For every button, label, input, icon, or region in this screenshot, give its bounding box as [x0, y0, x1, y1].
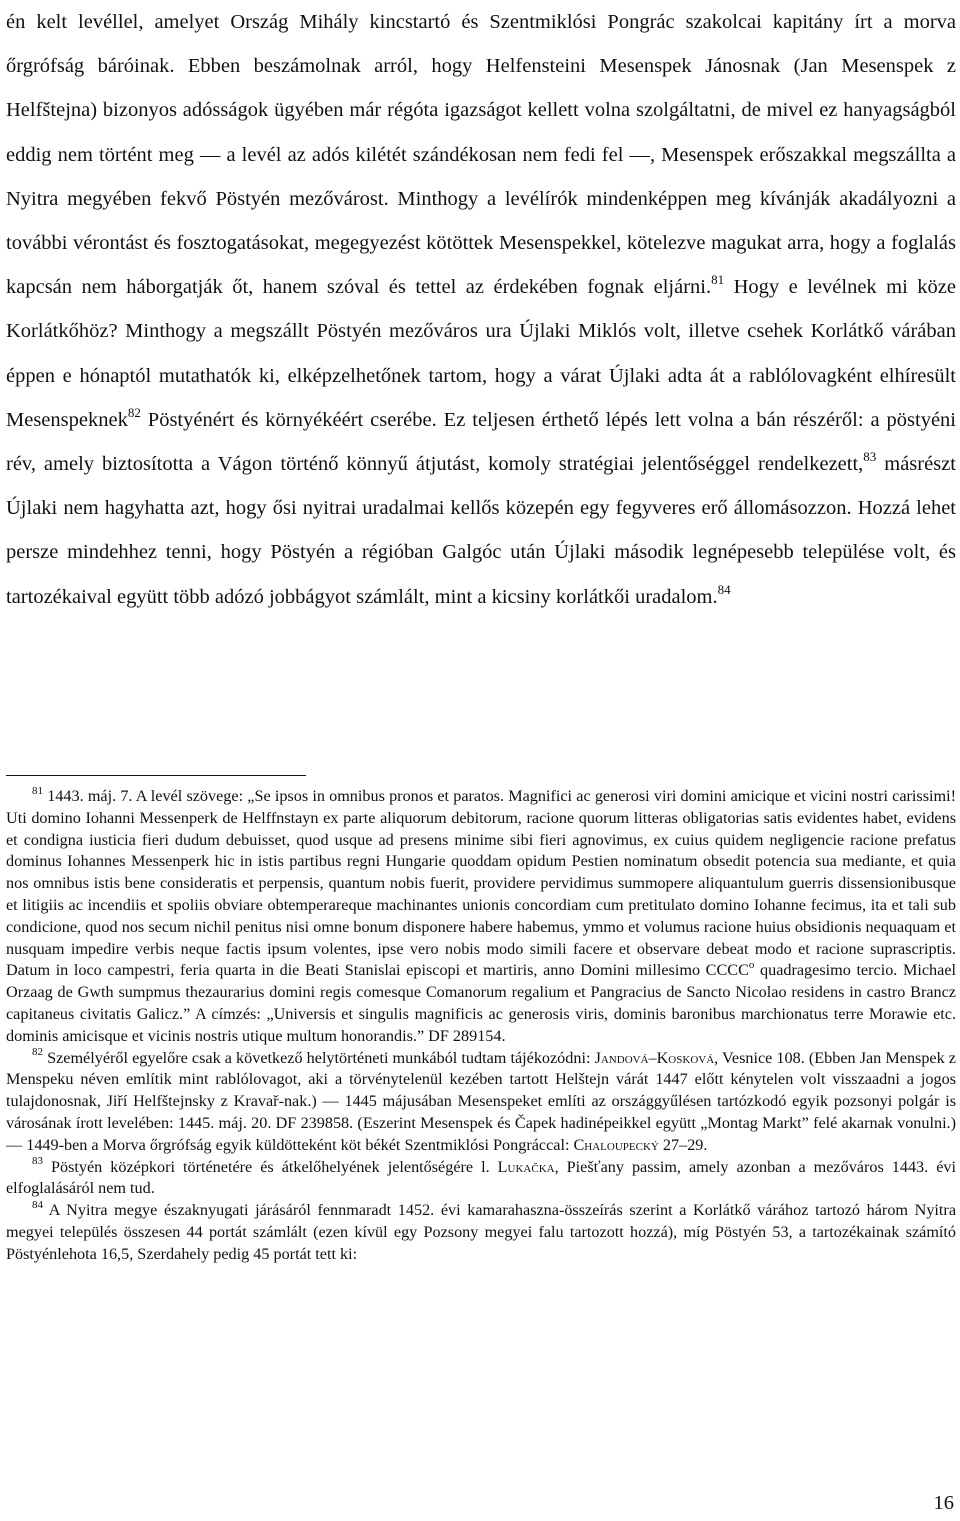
- footnote-author: Lukačka: [497, 1157, 555, 1176]
- footnote-number: 81: [32, 784, 43, 797]
- footnote-number: 82: [32, 1046, 43, 1059]
- page-number: 16: [933, 1492, 954, 1514]
- footnote-text: A Nyitra megye északnyugati járásáról fennmaradt 1452. évi kamarahaszna-összeírás szerint a Korlátkő várához tartozó három Nyitra megyei település összesen 44 portát számlált (ezen kívül egy Pozsony megyei falu tartozott hozzá), míg Pöstyén 53, a tartozékainak számító Pöstyénlehota 16,5, Szerdahely pedig 45 portát tett ki:: [6, 1201, 956, 1263]
- body-paragraph: [6, 0, 956, 619]
- footnote-84: [6, 1200, 956, 1265]
- footnote-text: Személyéről egyelőre csak a következő helytörténeti munkából tudtam tájékozódni:: [43, 1048, 595, 1067]
- footnote-author: Jandová–Kosková: [594, 1048, 715, 1067]
- footnote-superscript: o: [748, 958, 755, 971]
- footnote-text: quadragesimo tercio. Michael Orzaag de Gwth sumpmus thezaurarius domini regis comesque Comanorum regalium et Pangracius de Sancto Nicolao residens in castro Brancz capitaneus civitatis Galicz.” A címzés: „Universis et singulis magnificis ac generosis viris, dominis baronibus marchionatus terre Morawie etc. dominis amicisque et vicinis nostris utique multum honorandis.” DF 289154.: [6, 961, 957, 1045]
- footnote-text: 27–29.: [658, 1135, 708, 1154]
- footnote-ref-81[interactable]: 81: [711, 272, 725, 288]
- footnote-number: 83: [32, 1155, 43, 1168]
- footnote-ref-83[interactable]: 83: [863, 449, 877, 465]
- footnote-ref-84[interactable]: 84: [717, 581, 731, 597]
- body-text-part: én kelt levéllel, amelyet Ország Mihály kincstartó és Szentmiklósi Pongrác szakolcai kapitány írt a morva őrgrófság báróinak. Ebben beszámolnak arról, hogy Helfensteini Mesenspek Jánosnak (Jan Mesenspek z Helfštejna) bizonyos adósságok ügyében már régóta igazságot kellett volna szolgáltatni, de mivel ez hanyagságból eddig nem történt meg — a levél az adós kilétét szándékosan nem fedi fel —, Mesenspek erőszakkal megszállta a Nyitra megyében fekvő Pöstyén mezővárost. Minthogy a levélírók mindenképpen meg kívánják akadályozni a további vérontást és fosztogatásokat, megegyezést kötöttek Mesenspekkel, kötelezve magukat arra, hogy a foglalás kapcsán nem háborgatják őt, hanem szóval és tettel az érdekében fognak eljárni.: [6, 11, 956, 299]
- footnote-separator: [6, 775, 306, 776]
- footnote-83: [6, 1157, 956, 1201]
- body-text-part: másrészt Újlaki nem hagyhatta azt, hogy ősi nyitrai uradalmai kellős közepén egy fegyveres erő állomásozzon. Hozzá lehet persze mindehhez tenni, hogy Pöstyén a régióban Galgóc után Újlaki második legnépesebb települése volt, és tartozékaival együtt több adózó jobbágyot számlált, mint a kicsiny korlátkői uradalom.: [6, 453, 956, 608]
- footnote-text: Pöstyén középkori történetére és átkelőhelyének jelentőségére l.: [43, 1157, 498, 1176]
- body-text-part: Hogy e levélnek mi köze Korlátkőhöz? Minthogy a megszállt Pöstyén mezőváros ura Újlaki Miklós volt, illetve csehek Korlátkő várában éppen e hónaptól mutathatók ki, elképzelhetőnek tartom, hogy a várat Újlaki adta át a rablólovagként elhíresült Mesenspeknek: [6, 276, 957, 431]
- footnote-text: 1443. máj. 7. A levél szövege: „Se ipsos in omnibus pronos et paratos. Magnifici ac generosi viri domini amicique et vicini nostri carissimi! Uti domino Iohanni Messenperk de Helffnstayn ex parte aliquorum debitorum, racione quorum litteras obligatorias satis evidentes habet, evidens et condigna iusticia fieri dudum debuisset, quod usque ad presens minime sibi fieri agnovimus, ex cuius quidem negligencie racione prefatus dominus Iohannes Messenperk hic in istis partibus regni Hungarie quoddam opidum Pestien nominatum obsedit potencia sua mediante, et quia nos omnibus istis bene consideratis et perpensis, quantum nobis fuerit, providere pervidimus summopere aliquantulum guerris dissensionibusque et litigiis ac incendiis et spoliis obviare obtemperareque machinantes unionis concordiam cum pretitulato domino Iohanne fecimus, ita et tali sub condicione, quod nos secum nichil penitus nisi omne bonum disponere habere habemus, ymmo et volumus racione huius obsidionis nequaquam et nusquam impedire verbis neque factis ipsum volentes, ipse vero nobis modo simili facere et observare debeat modo et racione suprascriptis. Datum in loco campestri, feria quarta in die Beati Stanislai episcopi et martiris, anno Domini millesimo CCCC: [6, 787, 956, 980]
- footnote-text: , Piešťany passim, amely azonban a mezőváros 1443. évi elfoglalásáról nem tud.: [6, 1157, 956, 1198]
- footnote-author: Chaloupecký: [573, 1135, 659, 1154]
- footnote-81: [6, 786, 956, 1048]
- body-text-part: Pöstyénért és környékéért cserébe. Ez teljesen érthető lépés lett volna a bán részéről: a pöstyéni rév, amely biztosította a Vágon történő könnyű átjutást, komoly stratégiai jelentőséggel rendelkezett,: [6, 408, 956, 476]
- footnote-number: 84: [32, 1198, 43, 1211]
- footnotes: [6, 786, 956, 1266]
- footnote-ref-82[interactable]: 82: [127, 405, 141, 420]
- footnote-text: , Vesnice 108. (Ebben Jan Menspek z Menspeku néven említik mint rablólovagot, aki a törvénytelenül kezében tartott Helštejn várát 1447 előtt kénytelen volt visszaadni a jogos tulajdonosnak, Jiří Helfštejnsky z Kravař-nak.) — 1445 májusában Mesenspeket említi az országgyűlésen tartózkodó egyik pozsonyi polgár is városának írott levelében: 1445. máj. 20. DF 239858. (Eszerint Mesenspek és Čapek hadinépeikkel együtt „Montag Markt” felé akarnak vonulni.) — 1449-ben a Morva őrgrófság egyik küldötteként köt békét Szentmiklósi Pongráccal:: [6, 1048, 956, 1154]
- footnote-82: [6, 1048, 956, 1157]
